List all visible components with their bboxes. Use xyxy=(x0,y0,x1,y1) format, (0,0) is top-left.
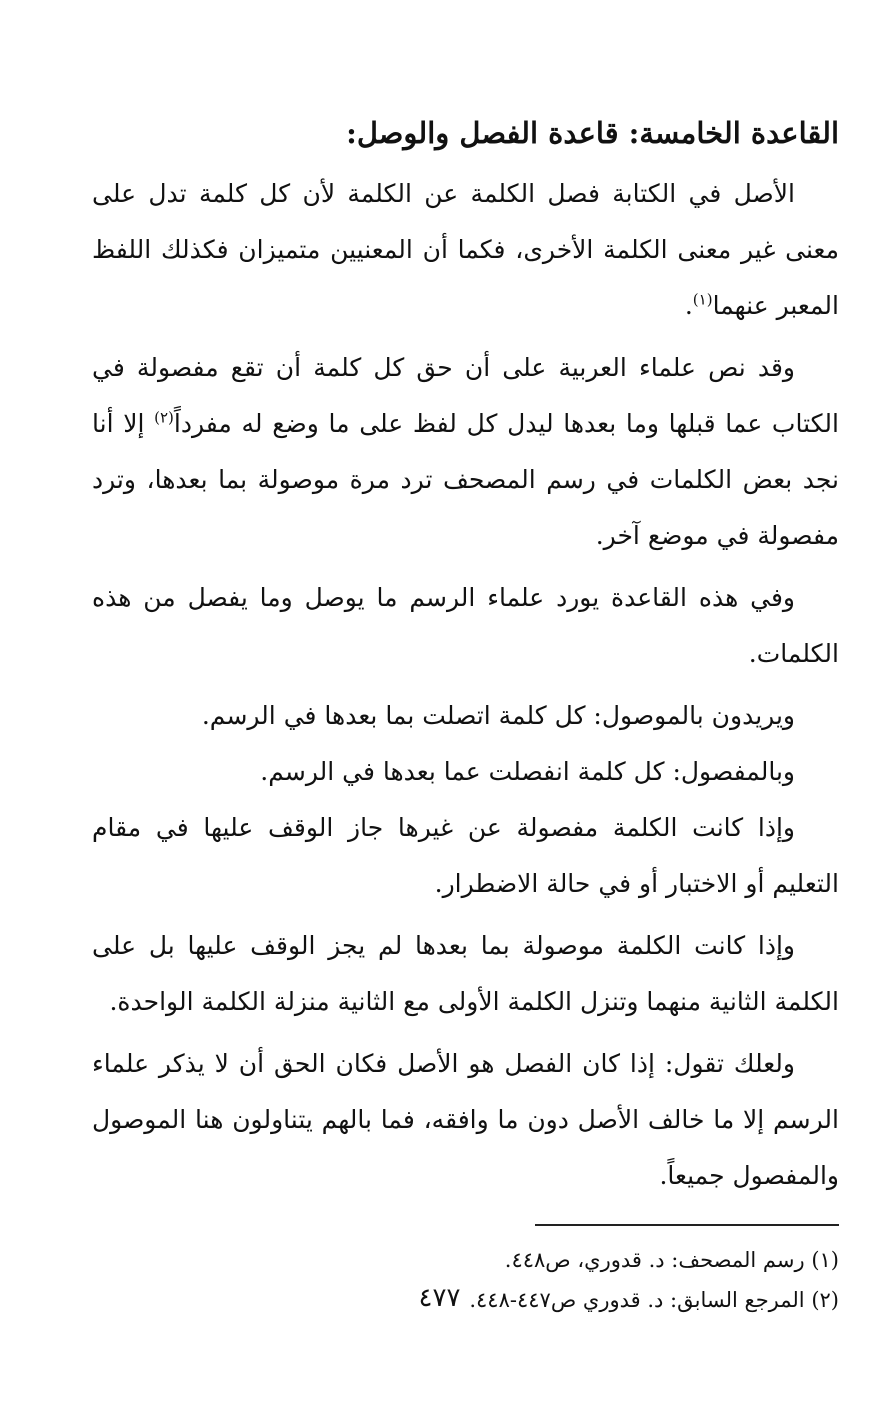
paragraph-1-text: الأصل في الكتابة فصل الكلمة عن الكلمة لأن كل كلمة تدل على معنى غير معنى الكلمة الأخرى، فكما أن المعنيين متميزان فكذلك اللفظ المعبر عنهما xyxy=(92,179,839,320)
footnote-ref-1[interactable]: (١) xyxy=(692,290,713,309)
page-number: ٤٧٧ xyxy=(418,1283,461,1313)
paragraph-2-text-after: إلا أنا نجد بعض الكلمات في رسم المصحف ترد مرة موصولة بما بعدها، وترد مفصولة في موضع آخر. xyxy=(92,409,839,550)
paragraph-2 xyxy=(92,340,839,564)
paragraph-3: وفي هذه القاعدة يورد علماء الرسم ما يوصل وما يفصل من هذه الكلمات. xyxy=(92,583,839,668)
paragraph-5: وبالمفصول: كل كلمة انفصلت عما بعدها في الرسم. xyxy=(260,757,795,786)
paragraph-2-text-before: وقد نص علماء العربية على أن حق كل كلمة أن تقع مفصولة في الكتاب عما قبلها وما بعدها ليدل كل لفظ على ما وضع له مفرداً xyxy=(92,353,839,438)
footnote-1: (١) رسم المصحف: د. قدوري، ص٤٤٨. xyxy=(504,1248,839,1272)
paragraph-8: ولعلك تقول: إذا كان الفصل هو الأصل فكان الحق أن لا يذكر علماء الرسم إلا ما خالف الأصل دون ما وافقه، فما بالهم يتناولون هنا الموصول والمفصول جميعاً. xyxy=(92,1049,839,1190)
footnote-2: (٢) المرجع السابق: د. قدوري ص٤٤٧-٤٤٨. xyxy=(469,1288,839,1312)
paragraph-7: وإذا كانت الكلمة موصولة بما بعدها لم يجز الوقف عليها بل على الكلمة الثانية منهما وتنزل الكلمة الأولى مع الثانية منزلة الكلمة الواحدة. xyxy=(92,931,839,1016)
footnote-divider xyxy=(535,1224,839,1226)
paragraph-4: ويريدون بالموصول: كل كلمة اتصلت بما بعدها في الرسم. xyxy=(201,701,795,730)
footnote-ref-2[interactable]: (٢) xyxy=(154,408,174,427)
paragraph-1 xyxy=(92,166,839,334)
paragraph-6: وإذا كانت الكلمة مفصولة عن غيرها جاز الوقف عليها في مقام التعليم أو الاختبار أو في حالة الاضطرار. xyxy=(92,813,839,898)
paragraph-1-end: . xyxy=(684,291,693,320)
section-heading: القاعدة الخامسة: قاعدة الفصل والوصل: xyxy=(346,116,839,150)
